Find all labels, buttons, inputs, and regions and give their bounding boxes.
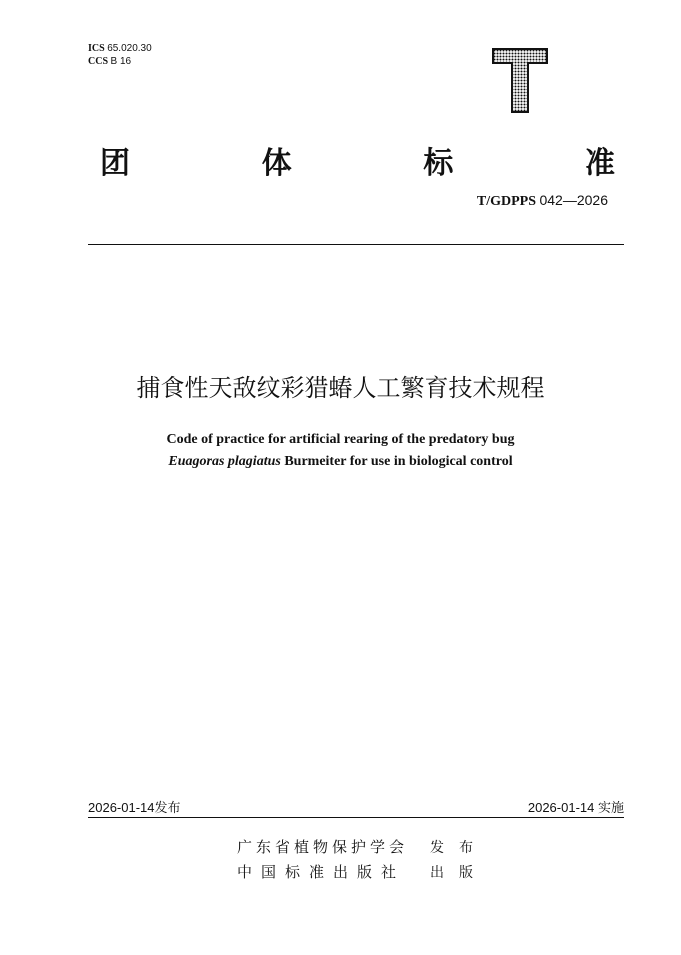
- heading-char-1: 团: [100, 146, 130, 181]
- release-date-label: 发布: [154, 801, 181, 816]
- t-logo-icon: [490, 46, 550, 116]
- title-english-line-1: Code of practice for artificial rearing of the predatory bug: [166, 432, 515, 447]
- heading-char-3: 标: [423, 146, 454, 181]
- classification-block: [88, 42, 152, 68]
- implementation-date-value: 2026-01-14: [527, 800, 595, 815]
- standard-code-prefix: T/GDPPS: [476, 194, 536, 209]
- printer-name: 中国标准出版社: [237, 863, 406, 881]
- ics-label: ICS: [88, 43, 105, 54]
- standard-type-heading: [100, 140, 615, 180]
- release-date-value: 2026-01-14: [88, 800, 155, 815]
- bottom-divider: [88, 817, 624, 818]
- publisher-name: 广东省植物保护学会: [237, 838, 409, 856]
- top-divider: [88, 244, 624, 245]
- implementation-date-label: 实施: [597, 801, 624, 816]
- ics-value: 65.020.30: [107, 43, 152, 54]
- ccs-label: CCS: [88, 56, 109, 67]
- publisher-role: 发布: [430, 840, 488, 856]
- title-chinese: 捕食性天敌纹彩猎蝽人工繁育技术规程: [136, 374, 545, 402]
- species-name: Euagoras plagiatus: [168, 454, 281, 469]
- ccs-value: B 16: [110, 56, 132, 67]
- heading-char-4: 准: [584, 146, 615, 181]
- standard-code: [477, 192, 608, 210]
- title-english: [0, 429, 681, 473]
- standard-code-number: 042—2026: [539, 192, 608, 208]
- release-date: [88, 797, 181, 816]
- printer-role: 出版: [430, 865, 488, 881]
- implementation-date: [528, 797, 624, 816]
- heading-char-2: 体: [261, 146, 292, 181]
- title-english-line-2-rest: Burmeiter for use in biological control: [280, 454, 513, 469]
- title-english-line-2: [0, 451, 681, 473]
- ics-line: [88, 42, 152, 55]
- ccs-line: [88, 55, 152, 68]
